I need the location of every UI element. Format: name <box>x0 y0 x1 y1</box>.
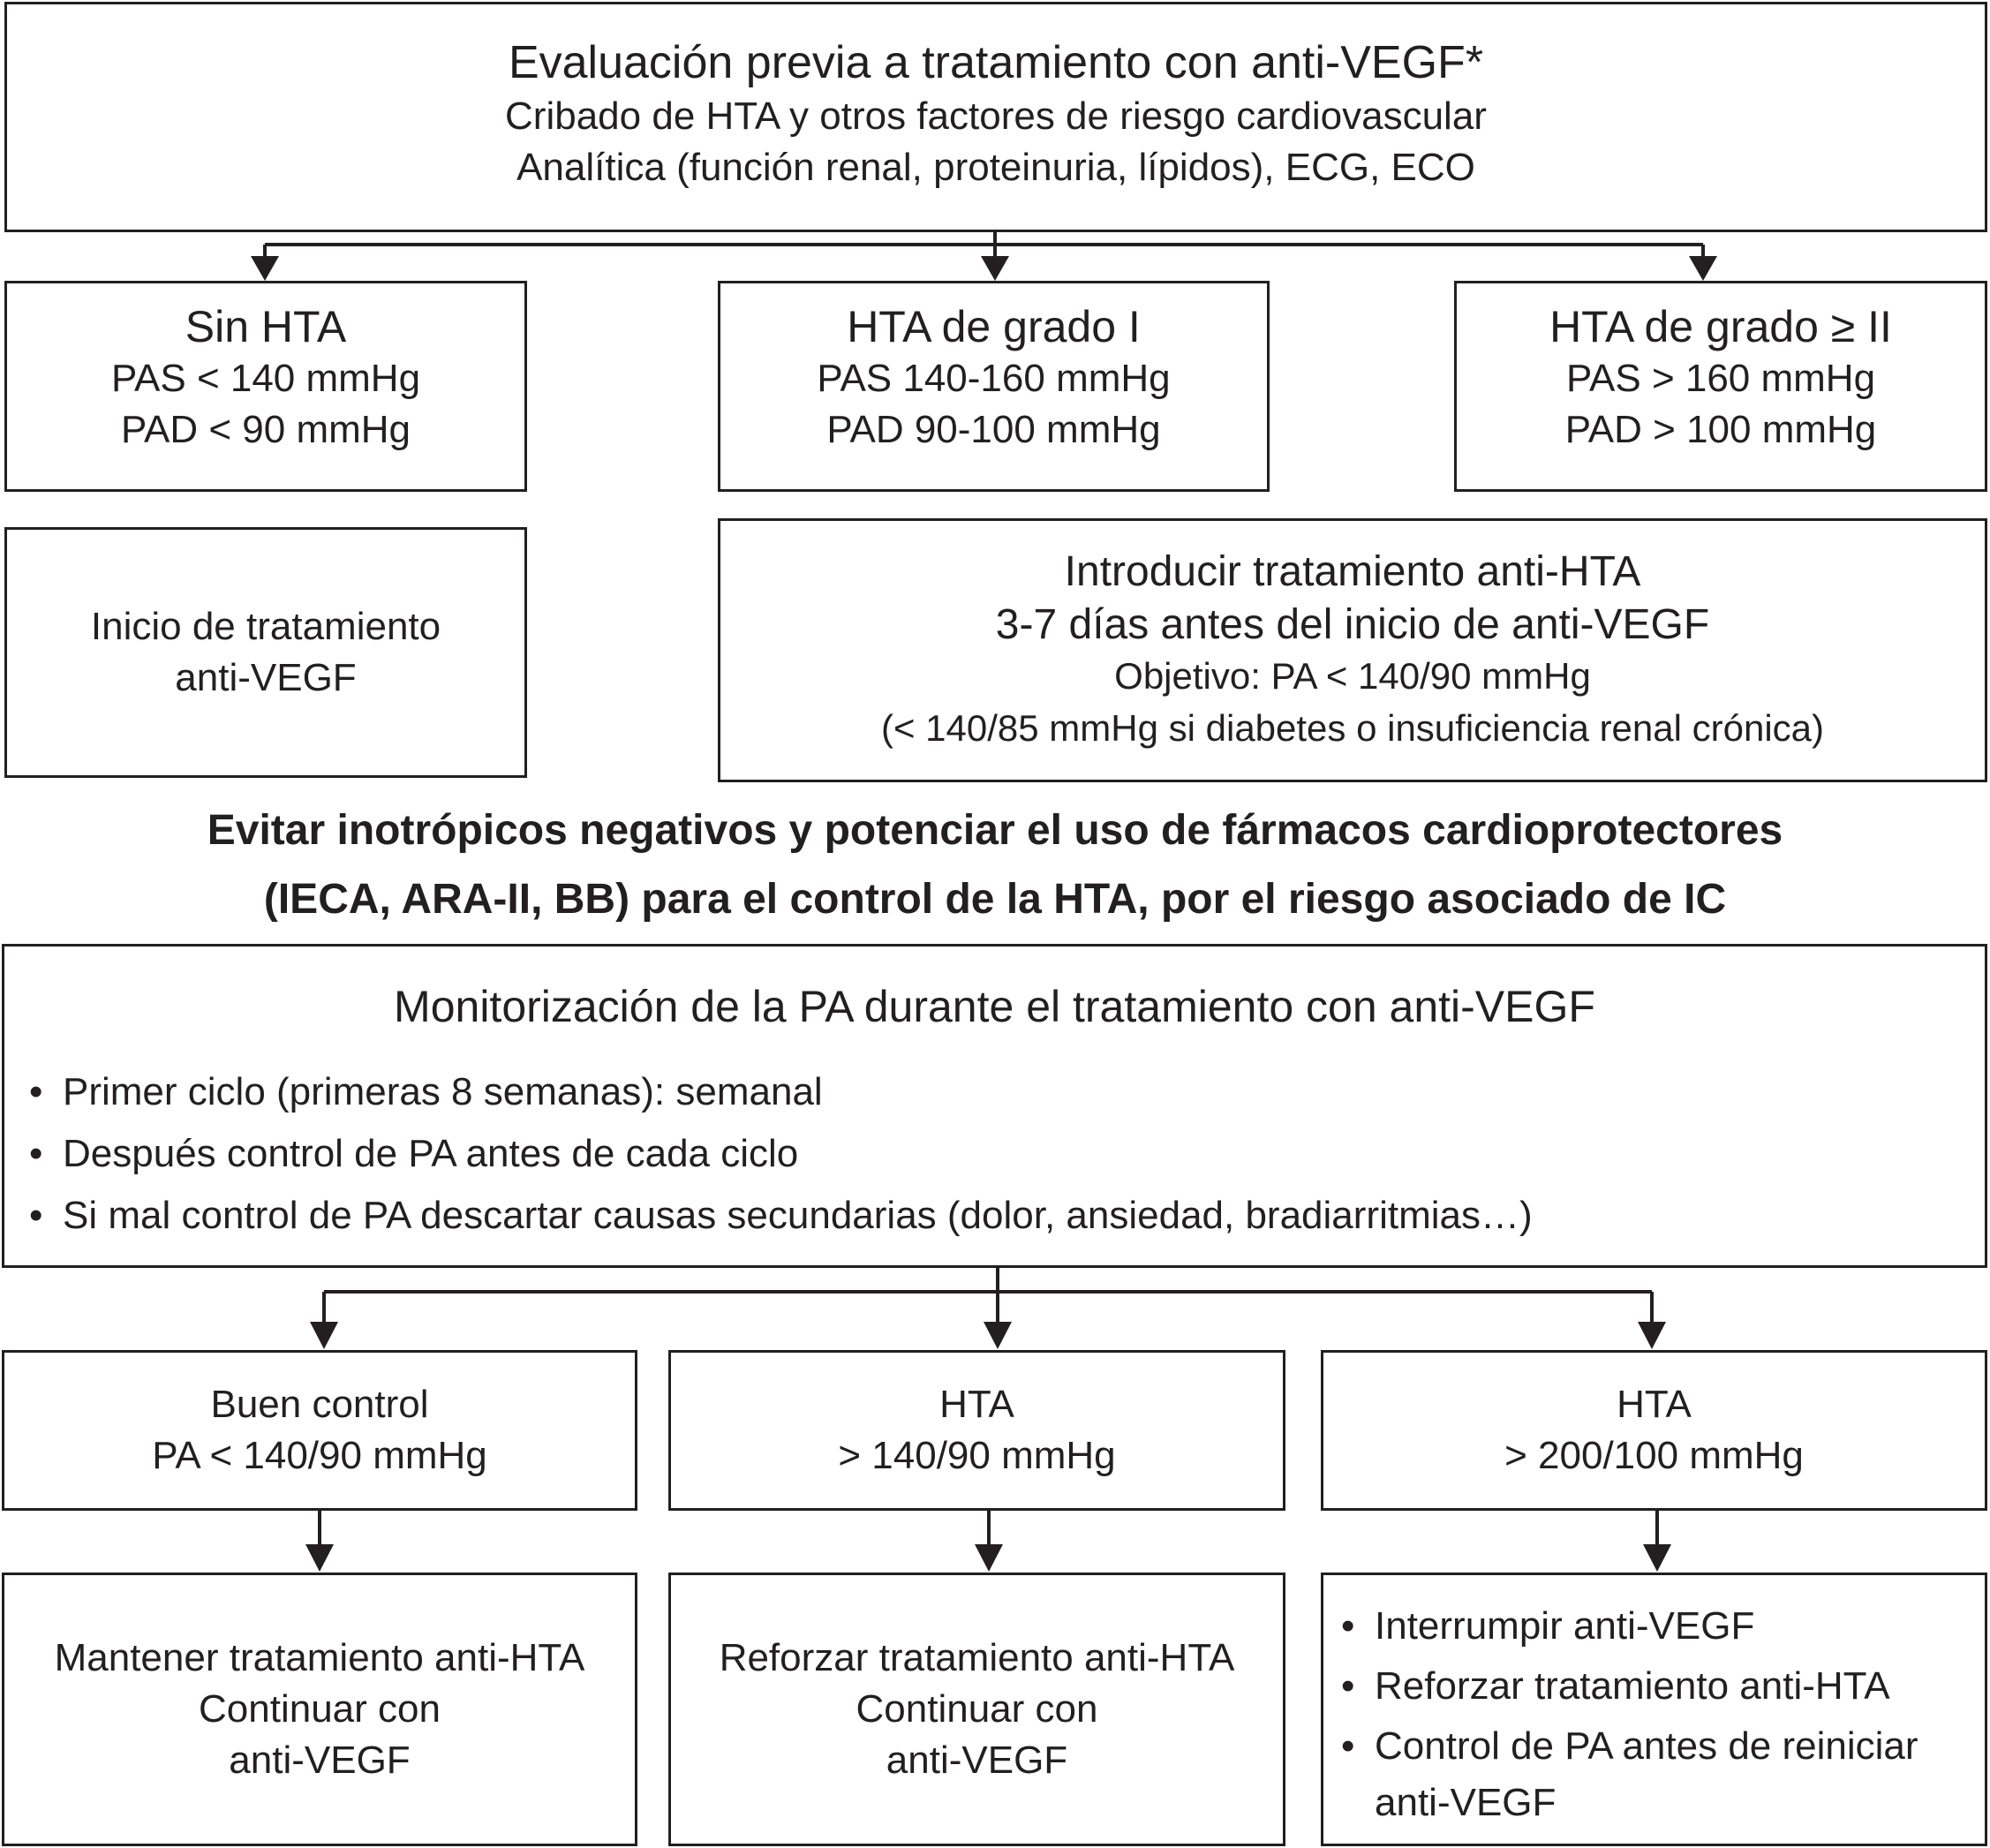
class-line: PAS < 140 mmHg <box>110 356 421 400</box>
start-line: anti-VEGF <box>175 656 357 699</box>
class-line: PAD > 100 mmHg <box>1564 407 1877 451</box>
bullet-text: Control de PA antes de reiniciar <box>1375 1724 1918 1768</box>
bullet-icon: • <box>1341 1604 1355 1648</box>
arrowhead-icon <box>305 1544 334 1572</box>
class-line: PAS > 160 mmHg <box>1565 356 1876 400</box>
class-line: PAD < 90 mmHg <box>120 407 411 451</box>
monitor-title: Monitorización de la PA durante el tratamiento con anti-VEGF <box>394 982 1595 1031</box>
evaluation-title: Evaluación previa a tratamiento con anti-VEGF* <box>508 36 1484 88</box>
monitor-bullet <box>29 1185 1533 1247</box>
class-line: PAS 140-160 mmHg <box>817 356 1171 400</box>
bullet-icon: • <box>29 1070 43 1113</box>
action-line: Continuar con <box>856 1687 1098 1731</box>
hta-200-box <box>1321 1350 1987 1511</box>
bullet-text: anti-VEGF <box>1375 1781 1557 1824</box>
action-line: Continuar con <box>199 1687 441 1731</box>
introducir-tratamiento-box <box>718 518 1987 782</box>
action-line: anti-VEGF <box>886 1739 1068 1782</box>
bullet-text: Interrumpir anti-VEGF <box>1375 1604 1755 1648</box>
arrowhead-icon <box>251 256 279 281</box>
introduce-subline: Objetivo: PA < 140/90 mmHg <box>1114 654 1591 697</box>
class-title: Sin HTA <box>185 301 347 351</box>
sin-hta-box <box>4 281 527 492</box>
warning-line: (IECA, ARA-II, BB) para el control de la HTA, por el riesgo asociado de IC <box>263 876 1727 923</box>
class-title: HTA de grado I <box>847 301 1141 351</box>
action-bullet <box>1341 1596 1754 1656</box>
bullet-text: Reforzar tratamiento anti-HTA <box>1375 1664 1890 1708</box>
arrowhead-icon <box>984 1322 1012 1349</box>
bullet-icon: • <box>1341 1724 1355 1768</box>
evaluation-line: Cribado de HTA y otros factores de riesgo cardiovascular <box>505 94 1487 138</box>
class-title: HTA de grado ≥ II <box>1549 301 1892 351</box>
outcome-line: PA < 140/90 mmHg <box>152 1434 487 1477</box>
arrowhead-icon <box>975 1544 1003 1572</box>
bullet-text: Después control de PA antes de cada ciclo <box>63 1132 799 1175</box>
evaluation-line: Analítica (función renal, proteinuria, lípidos), ECG, ECO <box>516 145 1475 189</box>
evaluation-box <box>4 2 1987 232</box>
warning-line: Evitar inotrópicos negativos y potenciar el uso de fármacos cardioprotectores <box>207 807 1783 854</box>
monitor-bullet <box>29 1061 823 1123</box>
arrowhead-icon <box>1643 1544 1671 1572</box>
action-bullet <box>1341 1716 1918 1776</box>
arrowhead-icon <box>1638 1322 1666 1349</box>
action-line: anti-VEGF <box>229 1739 411 1782</box>
hta-grado-2-box <box>1454 281 1987 492</box>
reforzar-box <box>668 1573 1285 1846</box>
action-line: Mantener tratamiento anti-HTA <box>54 1636 585 1679</box>
arrowhead-icon <box>1689 256 1717 281</box>
monitor-bullet <box>29 1123 798 1185</box>
arrowhead-icon <box>981 256 1009 281</box>
introduce-subline: (< 140/85 mmHg si diabetes o insuficiencia renal crónica) <box>880 706 1825 749</box>
inicio-tratamiento-box <box>4 527 527 778</box>
hta-grado-1-box <box>718 281 1270 492</box>
monitorizacion-box <box>2 944 1987 1268</box>
outcome-line: Buen control <box>210 1383 429 1426</box>
introduce-line: Introducir tratamiento anti-HTA <box>1064 547 1641 595</box>
hta-140-box <box>668 1350 1285 1511</box>
class-line: PAD 90-100 mmHg <box>826 407 1161 451</box>
bullet-text: Primer ciclo (primeras 8 semanas): semanal <box>63 1070 823 1113</box>
outcome-line: HTA <box>939 1383 1014 1426</box>
interrumpir-box <box>1321 1573 1987 1846</box>
action-bullet-continuation <box>1341 1776 1556 1829</box>
action-bullet <box>1341 1656 1890 1716</box>
bullet-text: Si mal control de PA descartar causas secundarias (dolor, ansiedad, bradiarritmias…) <box>63 1194 1533 1237</box>
start-line: Inicio de tratamiento <box>90 605 441 648</box>
outcome-line: > 140/90 mmHg <box>838 1434 1116 1477</box>
introduce-line: 3-7 días antes del inicio de anti-VEGF <box>995 600 1710 648</box>
bullet-icon: • <box>29 1132 43 1175</box>
bullet-icon: • <box>1341 1664 1355 1708</box>
buen-control-box <box>2 1350 637 1511</box>
outcome-line: > 200/100 mmHg <box>1504 1434 1804 1477</box>
mantener-box <box>2 1573 637 1846</box>
bullet-icon: • <box>29 1194 43 1237</box>
outcome-line: HTA <box>1617 1383 1692 1426</box>
arrowhead-icon <box>310 1322 338 1349</box>
action-line: Reforzar tratamiento anti-HTA <box>719 1636 1235 1679</box>
